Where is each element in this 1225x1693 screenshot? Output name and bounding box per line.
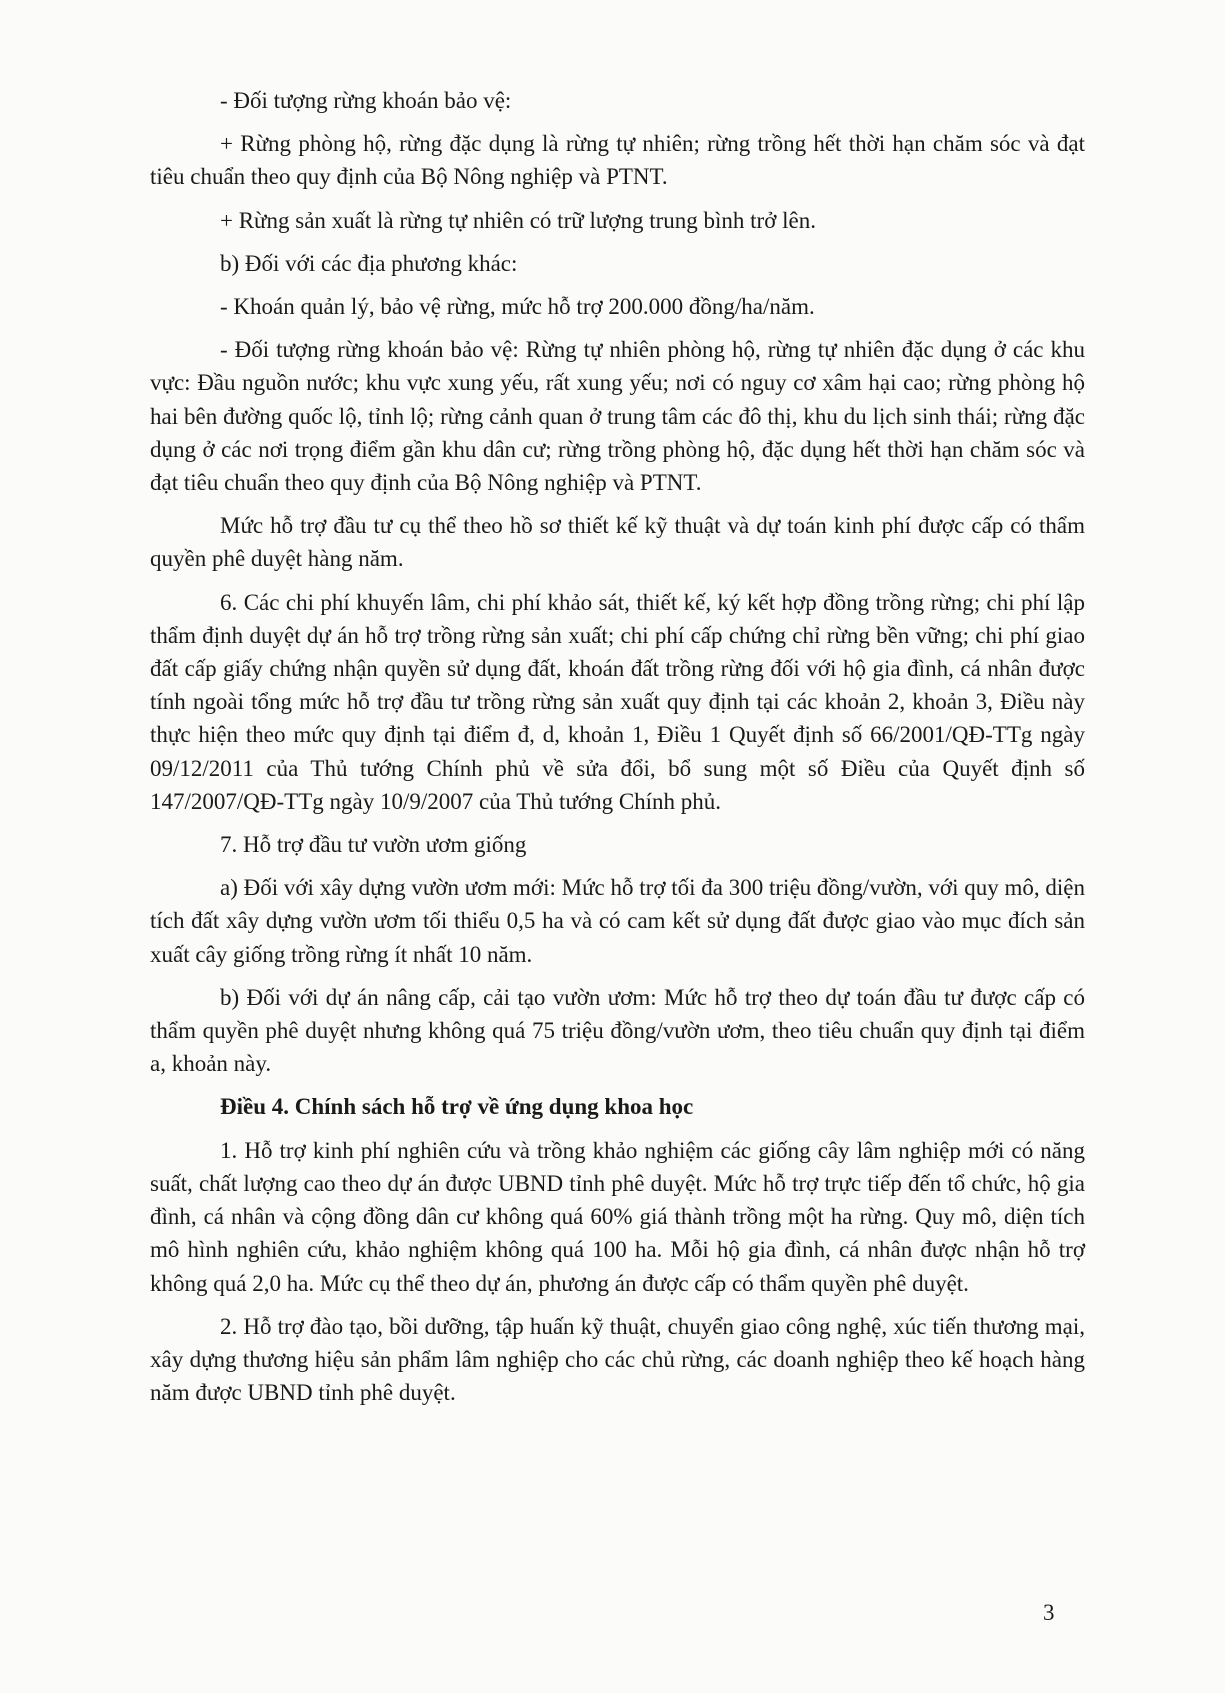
paragraph: 1. Hỗ trợ kinh phí nghiên cứu và trồng khảo nghiệm các giống cây lâm nghiệp mới có năng suất, chất lượng cao theo dự án được UBND tỉnh phê duyệt. Mức hỗ trợ trực tiếp đến tổ chức, hộ gia đình, cá nhân và cộng đồng dân cư không quá 60% giá thành trồng một ha rừng. Quy mô, diện tích mô hình nghiên cứu, khảo nghiệm không quá 100 ha. Mỗi hộ gia đình, cá nhân được nhận hỗ trợ không quá 2,0 ha. Mức cụ thể theo dự án, phương án được cấp có thẩm quyền phê duyệt. <box>150 1137 1085 1296</box>
paragraph: b) Đối với các địa phương khác: <box>220 250 518 276</box>
document-body <box>150 84 1085 1409</box>
paragraph: 2. Hỗ trợ đào tạo, bồi dưỡng, tập huấn kỹ thuật, chuyển giao công nghệ, xúc tiến thương mại, xây dựng thương hiệu sản phẩm lâm nghiệp cho các chủ rừng, các doanh nghiệp theo kế hoạch hàng năm được UBND tỉnh phê duyệt. <box>150 1313 1085 1406</box>
paragraph: - Đối tượng rừng khoán bảo vệ: Rừng tự nhiên phòng hộ, rừng tự nhiên đặc dụng ở các khu vực: Đầu nguồn nước; khu vực xung yếu, rất xung yếu; nơi có nguy cơ xâm hại cao; rừng phòng hộ hai bên đường quốc lộ, tỉnh lộ; rừng cảnh quan ở trung tâm các đô thị, khu du lịch sinh thái; rừng đặc dụng ở các nơi trọng điểm gần khu dân cư; rừng trồng phòng hộ, đặc dụng hết thời hạn chăm sóc và đạt tiêu chuẩn theo quy định của Bộ Nông nghiệp và PTNT. <box>150 337 1085 496</box>
paragraph: 6. Các chi phí khuyến lâm, chi phí khảo sát, thiết kế, ký kết hợp đồng trồng rừng; chi phí lập thẩm định duyệt dự án hỗ trợ trồng rừng sản xuất; chi phí cấp chứng chỉ rừng bền vững; chi phí giao đất cấp giấy chứng nhận quyền sử dụng đất, khoán đất trồng rừng đối với hộ gia đình, cá nhân được tính ngoài tổng mức hỗ trợ đầu tư trồng rừng sản xuất quy định tại các khoản 2, khoản 3, Điều này thực hiện theo mức quy định tại điểm đ, d, khoản 1, Điều 1 Quyết định số 66/2001/QĐ-TTg ngày 09/12/2011 của Thủ tướng Chính phủ về sửa đổi, bổ sung một số Điều của Quyết định số 147/2007/QĐ-TTg ngày 10/9/2007 của Thủ tướng Chính phủ. <box>150 589 1085 814</box>
paragraph: a) Đối với xây dựng vườn ươm mới: Mức hỗ trợ tối đa 300 triệu đồng/vườn, với quy mô, diện tích đất xây dựng vườn ươm tối thiểu 0,5 ha và có cam kết sử dụng đất được giao vào mục đích sản xuất cây giống trồng rừng ít nhất 10 năm. <box>150 875 1085 967</box>
paragraph: + Rừng sản xuất là rừng tự nhiên có trữ lượng trung bình trở lên. <box>220 207 816 233</box>
paragraph: 7. Hỗ trợ đầu tư vườn ươm giống <box>220 832 527 858</box>
paragraph: - Đối tượng rừng khoán bảo vệ: <box>220 88 512 113</box>
paragraph: Mức hỗ trợ đầu tư cụ thể theo hồ sơ thiết kế kỹ thuật và dự toán kinh phí được cấp có thẩm quyền phê duyệt hàng năm. <box>150 513 1085 572</box>
page-number: 3 <box>1043 1600 1055 1625</box>
section-heading: Điều 4. Chính sách hỗ trợ về ứng dụng khoa học <box>220 1094 694 1120</box>
paragraph: b) Đối với dự án nâng cấp, cải tạo vườn ươm: Mức hỗ trợ theo dự toán đầu tư được cấp có thẩm quyền phê duyệt nhưng không quá 75 triệu đồng/vườn ươm, theo tiêu chuẩn quy định tại điểm a, khoản này. <box>150 984 1085 1077</box>
paragraph: - Khoán quản lý, bảo vệ rừng, mức hỗ trợ 200.000 đồng/ha/năm. <box>220 294 815 320</box>
paragraph: + Rừng phòng hộ, rừng đặc dụng là rừng tự nhiên; rừng trồng hết thời hạn chăm sóc và đạt tiêu chuẩn theo quy định của Bộ Nông nghiệp và PTNT. <box>150 131 1085 190</box>
